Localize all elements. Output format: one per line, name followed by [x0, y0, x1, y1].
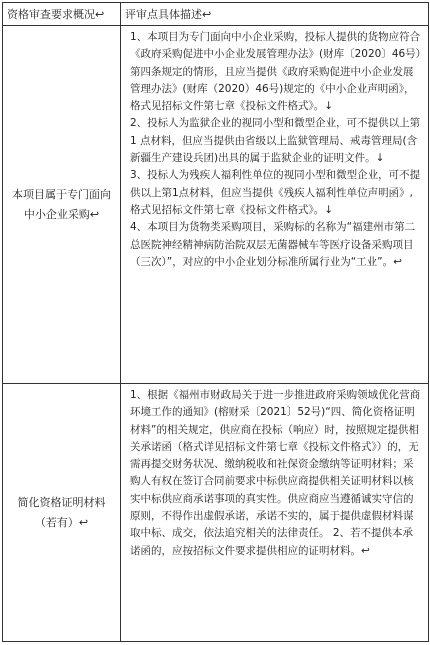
row-description-sme-procurement	[121, 26, 429, 384]
table-row	[3, 384, 429, 642]
description-paragraph: 4、本项目为货物类采购项目，采购标的名称为“福建州市第二总医院神经精神病防治院双层无菌器械车等医疗设备采购项目（三次）”，对应的中小企业划分标准所属行业为“工业”。↩	[130, 221, 416, 268]
row-label-sme-procurement: 本项目属于专门面向中小企业采购↩	[3, 26, 121, 384]
description-paragraph: 1、根据《福州市财政局关于进一步推进政府采购领域优化营商环境工作的通知》(榕财采〔2021〕52号)“四、简化资格证明材料”的相关规定，供应商在投标（响应）时，按照规定提供相关承诺函（格式详见招标文件第七章《投标文件格式》）的，无需再提交财务状况、缴纳税收和社保资金缴纳等证明材料；采购人有权在签订合同前要求中标供应商提供相关证明材料以核实中标供应商承诺事项的真实性。供应商应当遵循诚实守信的原则，不得作出虚假承诺，承诺不实的，属于提供虚假材料谋取中标、成交，依法追究相关的法律责任。 2、若不提供本承诺函的，应按招标文件要求提供相应的证明材料。↩	[130, 389, 421, 557]
description-paragraph: 1、本项目为专门面向中小企业采购，投标人提供的货物应符合《政府采购促进中小企业发展管理办法》(财库〔2020〕46号）第四条规定的情形，且应当提供《政府采购促进中小企业发展管理办法》(财库（2020）46号)规定的《中小企业声明函》，格式见招标文件第七章《投标文件格式》。↓	[130, 31, 421, 113]
row-description-simplified-qualification	[121, 384, 429, 642]
row-label-simplified-qualification: 简化资格证明材料（若有）↩	[3, 384, 121, 642]
header-requirements-overview: 资格审查要求概况↩	[3, 3, 121, 26]
description-paragraph: 3、投标人为残疾人福利性单位的视同小型和微型企业，可不提供以上第1点材料，但应当提供《残疾人福利性单位声明函》,格式见招标文件第七章《投标文件格式》。↓	[130, 169, 421, 216]
description-paragraph: 2、投标人为监狱企业的视同小型和微型企业，可不提供以上第 1 点材料，但应当提供由省级以上监狱管理局、戒毒管理局(含新疆生产建设兵团)出具的属于监狱企业的证明文件。↓	[130, 117, 421, 165]
review-requirements-table	[2, 2, 429, 642]
table-header-row	[3, 3, 429, 26]
table-row	[3, 26, 429, 384]
header-review-point-description: 评审点具体描述↩	[121, 3, 429, 26]
